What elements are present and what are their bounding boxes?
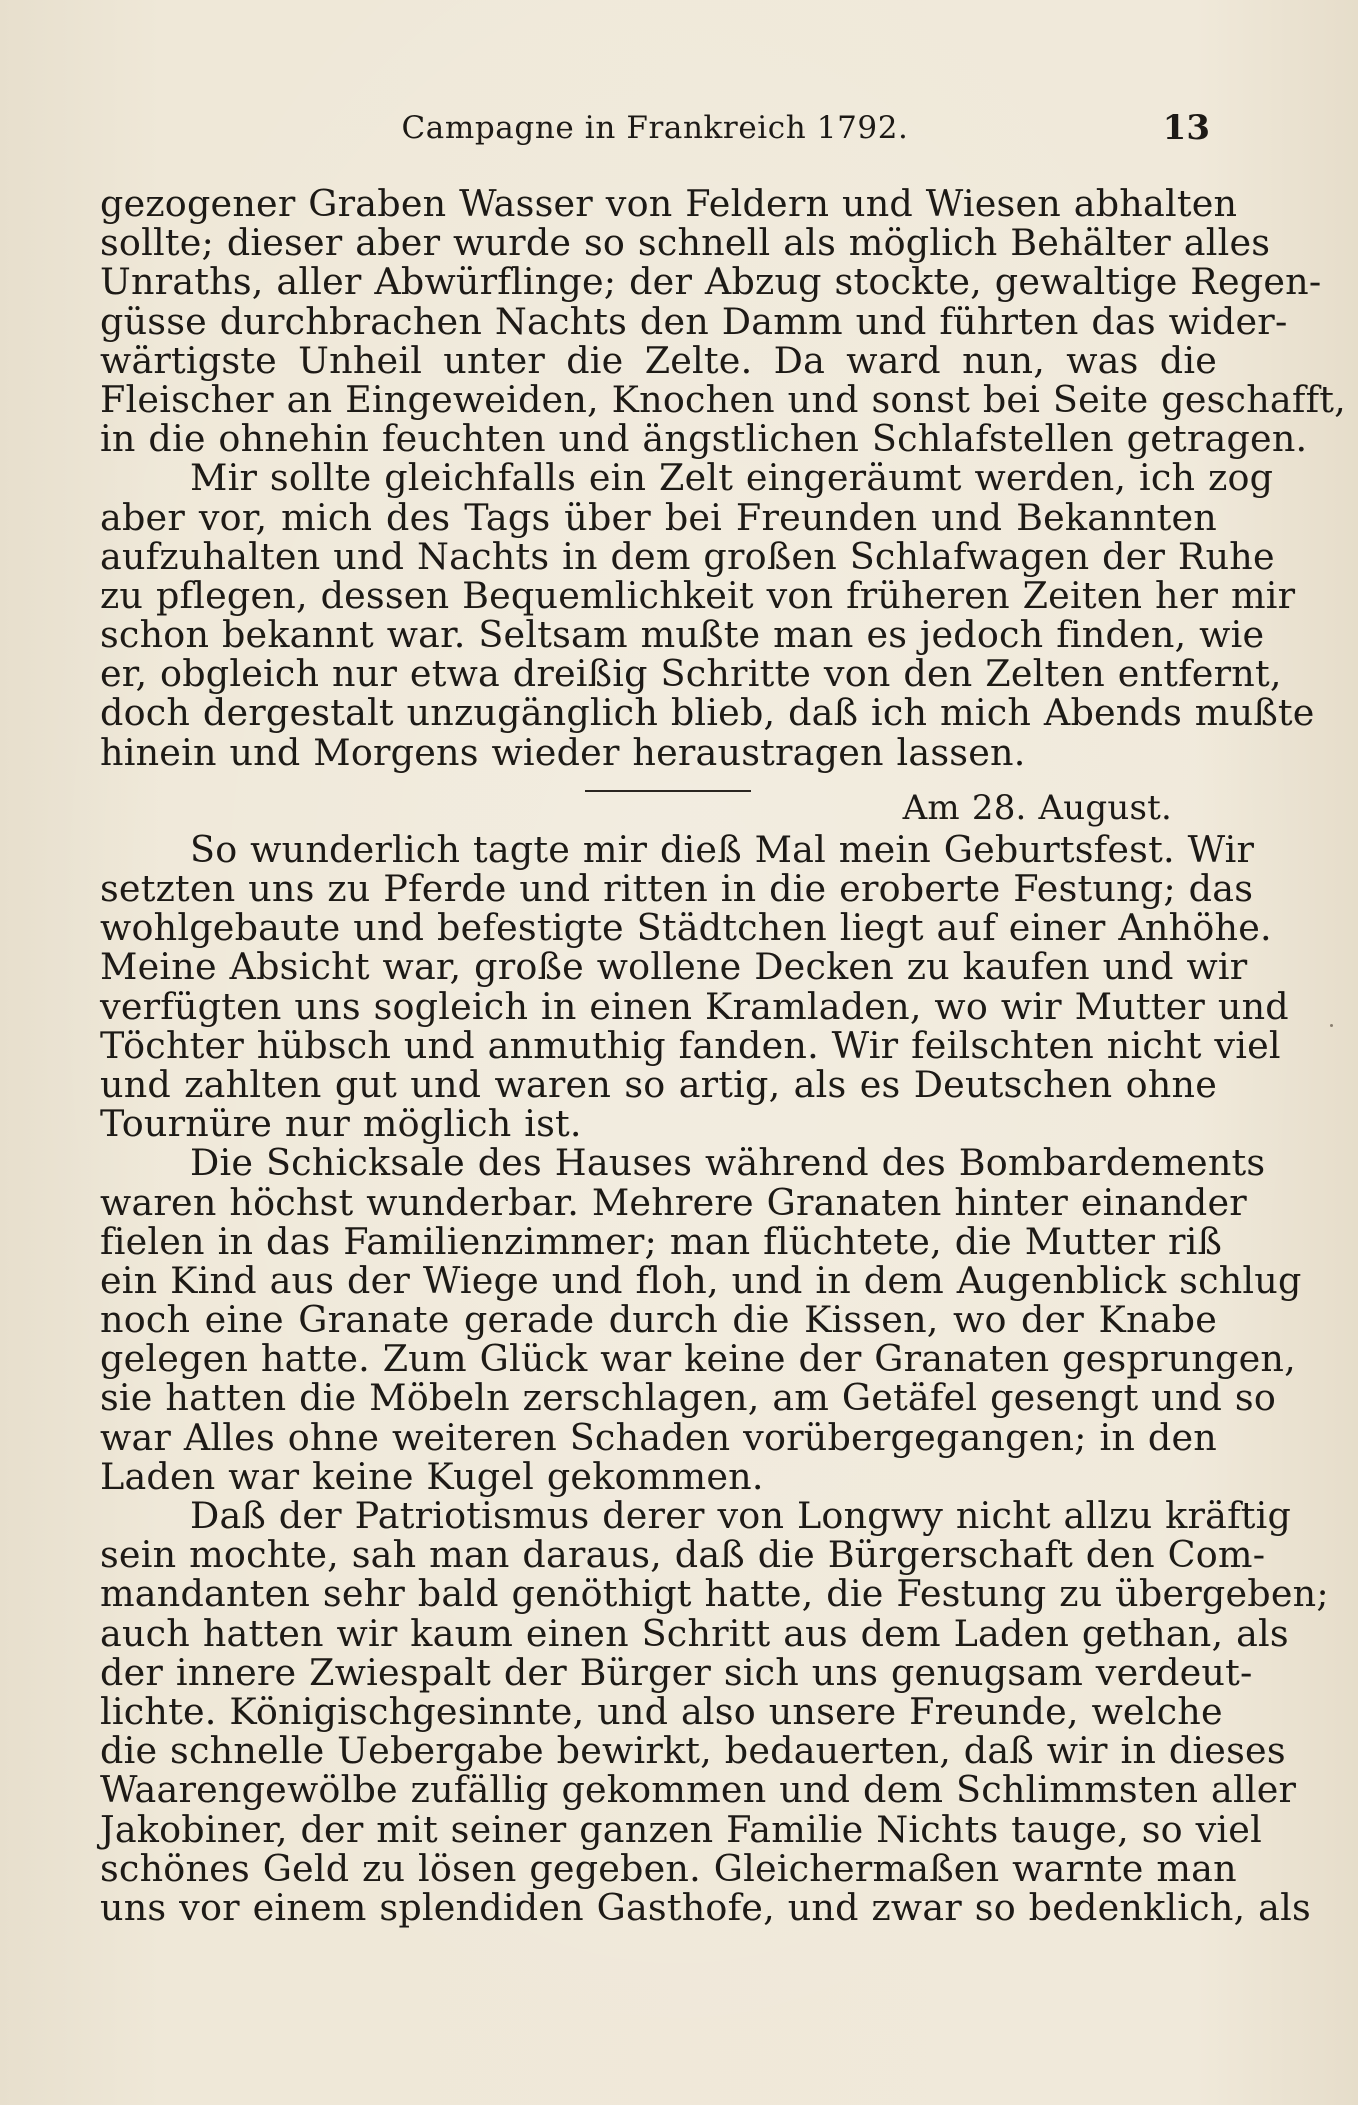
paragraph <box>100 456 1315 774</box>
text-line: Fleischer an Eingeweiden, Knochen und sonst bei Seite geschafft, <box>100 377 1346 421</box>
date-heading: Am 28. August. <box>902 787 1172 828</box>
text-line: doch dergestalt unzugänglich blieb, daß ich mich Abends mußte <box>100 691 1315 735</box>
page-number: 13 <box>1162 108 1210 148</box>
text-line: schon bekannt war. Seltsam mußte man es jedoch finden, wie <box>100 613 1265 657</box>
text-line: aber vor, mich des Tags über bei Freunden und Bekannten <box>100 495 1217 539</box>
text-line: hinein und Morgens wieder heraustragen lassen. <box>100 730 1026 774</box>
body-text <box>100 182 1346 1929</box>
running-title: Campagne in Frankreich 1792. <box>401 110 909 146</box>
text-line: Töchter hübsch und anmuthig fanden. Wir feilschten nicht viel <box>100 1023 1281 1067</box>
text-line: ein Kind aus der Wiege und floh, und in dem Augenblick schlug <box>100 1258 1302 1302</box>
text-line: Jakobiner, der mit seiner ganzen Familie Nichts tauge, so viel <box>100 1807 1262 1851</box>
text-line: noch eine Granate gerade durch die Kissen, wo der Knabe <box>100 1298 1217 1342</box>
text-line: Daß der Patriotismus derer von Longwy nicht allzu kräftig <box>190 1494 1292 1537</box>
text-line: Laden war keine Kugel gekommen. <box>100 1454 764 1498</box>
text-line: So wunderlich tagte mir dieß Mal mein Geburtsfest. Wir <box>190 827 1255 871</box>
text-line: Waarengewölbe zufällig gekommen und dem Schlimmsten aller <box>100 1768 1297 1812</box>
text-line: er, obgleich nur etwa dreißig Schritte von den Zelten entfernt, <box>100 652 1282 696</box>
text-line: sein mochte, sah man daraus, daß die Bürgerschaft den Com- <box>100 1533 1266 1577</box>
text-line: der innere Zwiespalt der Bürger sich uns genugsam verdeut- <box>100 1650 1253 1694</box>
page-header <box>100 104 1210 152</box>
horizontal-rule <box>585 790 751 792</box>
text-line: auch hatten wir kaum einen Schritt aus dem Laden gethan, als <box>100 1611 1289 1655</box>
text-line: lichte. Königischgesinnte, und also unsere Freunde, welche <box>100 1689 1223 1733</box>
text-line: zu pflegen, dessen Bequemlichkeit von früheren Zeiten her mir <box>100 573 1296 617</box>
text-line: gelegen hatte. Zum Glück war keine der Granaten gesprungen, <box>100 1337 1296 1381</box>
text-line: in die ohnehin feuchten und ängstlichen Schlafstellen getragen. <box>100 417 1308 461</box>
text-line: mandanten sehr bald genöthigt hatte, die Festung zu übergeben; <box>100 1572 1329 1616</box>
text-line: güsse durchbrachen Nachts den Damm und führten das wider- <box>100 299 1288 343</box>
text-line: gezogener Graben Wasser von Feldern und Wiesen abhalten <box>100 182 1238 225</box>
text-line: Tournüre nur möglich ist. <box>100 1102 582 1146</box>
text-line: aufzuhalten und Nachts in dem großen Schlafwagen der Ruhe <box>100 534 1275 578</box>
text-line: war Alles ohne weiteren Schaden vorübergegangen; in den <box>100 1415 1217 1459</box>
text-line: und zahlten gut und waren so artig, als es Deutschen ohne <box>100 1062 1217 1106</box>
paragraph <box>100 1141 1302 1498</box>
text-line: fielen in das Familienzimmer; man flüchtete, die Mutter riß <box>100 1219 1223 1263</box>
text-line: uns vor einem splendiden Gasthofe, und zwar so bedenklich, als <box>100 1885 1311 1929</box>
paper-speck <box>1330 1024 1333 1027</box>
text-line: wärtigste Unheil unter die Zelte. Da ward nun, was die <box>100 338 1217 382</box>
text-line: setzten uns zu Pferde und ritten in die eroberte Festung; das <box>100 867 1254 910</box>
paragraph <box>100 1494 1329 1929</box>
text-line: Die Schicksale des Hauses während des Bombardements <box>190 1141 1266 1185</box>
text-line: verfügten uns sogleich in einen Kramladen, wo wir Mutter und <box>100 984 1289 1028</box>
text-line: sollte; dieser aber wurde so schnell als möglich Behälter alles <box>100 221 1271 265</box>
paragraph <box>100 182 1346 461</box>
text-line: sie hatten die Möbeln zerschlagen, am Getäfel gesengt und so <box>100 1376 1277 1420</box>
section-separator <box>100 772 1217 830</box>
text-line: Mir sollte gleichfalls ein Zelt eingeräumt werden, ich zog <box>190 456 1274 500</box>
text-line: die schnelle Uebergabe bewirkt, bedauerten, daß wir in dieses <box>100 1729 1286 1773</box>
paragraph <box>100 827 1289 1146</box>
text-line: Meine Absicht war, große wollene Decken zu kaufen und wir <box>100 945 1248 989</box>
text-line: Unraths, aller Abwürflinge; der Abzug stockte, gewaltige Regen- <box>100 260 1322 304</box>
text-line: waren höchst wunderbar. Mehrere Granaten hinter einander <box>100 1180 1247 1224</box>
text-line: wohlgebaute und befestigte Städtchen liegt auf einer Anhöhe. <box>100 906 1272 950</box>
text-line: schönes Geld zu lösen gegeben. Gleichermaßen warnte man <box>100 1846 1237 1890</box>
